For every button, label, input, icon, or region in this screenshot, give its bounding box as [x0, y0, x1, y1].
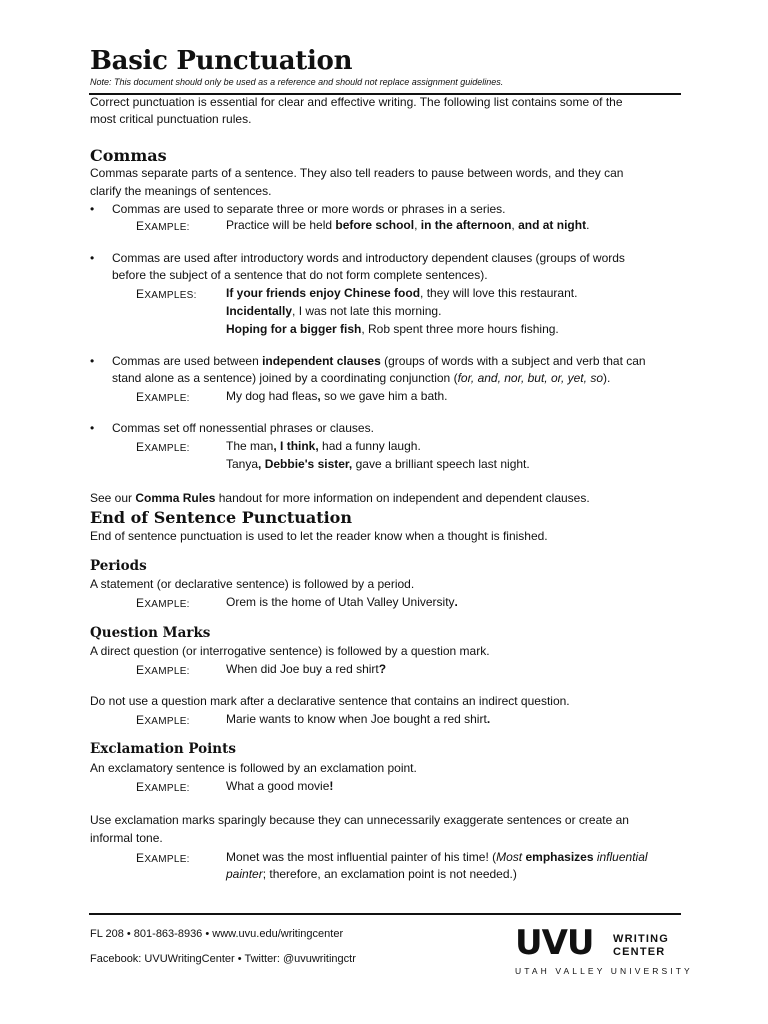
footer-divider [89, 913, 681, 915]
comma-rule-4-example-2: Tanya, Debbie's sister, gave a brilliant speech last night. [226, 457, 530, 471]
uvu-writing-center-logo [515, 923, 693, 976]
example-label: EXAMPLE: [136, 851, 190, 865]
example-label: EXAMPLE: [136, 390, 190, 404]
example-label: EXAMPLE: [136, 663, 190, 677]
bullet-icon: • [90, 421, 95, 435]
exclamation-example-2-line-2: painter; therefore, an exclamation point is not needed.) [226, 867, 517, 881]
utah-valley-university-wordmark: UTAH VALLEY UNIVERSITY [515, 966, 693, 976]
comma-rule-2-line-1: Commas are used after introductory words and introductory dependent clauses (groups of words [112, 251, 625, 265]
reference-note: Note: This document should only be used as a reference and should not replace assignment guidelines. [90, 77, 504, 87]
example-label: EXAMPLE: [136, 219, 190, 233]
page-title: Basic Punctuation [90, 46, 353, 76]
periods-heading: Periods [90, 558, 147, 574]
examples-label: EXAMPLES: [136, 287, 197, 301]
exclamation-desc-2-line-2: informal tone. [90, 831, 163, 845]
intro-line-2: most critical punctuation rules. [90, 112, 252, 126]
comma-rule-2-line-2: before the subject of a sentence that do not form complete sentences). [112, 268, 488, 282]
comma-rule-1-text: Commas are used to separate three or more words or phrases in a series. [112, 202, 506, 216]
example-label: EXAMPLE: [136, 713, 190, 727]
question-marks-example-2: Marie wants to know when Joe bought a red shirt. [226, 712, 491, 726]
footer-contact: FL 208 • 801-863-8936 • www.uvu.edu/writingcenter [90, 928, 344, 940]
comma-rule-3-line-1: Commas are used between independent clauses (groups of words with a subject and verb that can [112, 354, 646, 368]
intro-line-1: Correct punctuation is essential for clear and effective writing. The following list contains some of the [90, 95, 623, 109]
footer-social: Facebook: UVUWritingCenter • Twitter: @uvuwritingctr [90, 953, 356, 965]
comma-rule-3-line-2: stand alone as a sentence) joined by a coordinating conjunction (for, and, nor, but, or, yet, so). [112, 371, 611, 385]
exclamation-heading: Exclamation Points [90, 741, 236, 757]
periods-desc: A statement (or declarative sentence) is followed by a period. [90, 577, 415, 591]
question-marks-desc-2: Do not use a question mark after a declarative sentence that contains an indirect question. [90, 694, 570, 708]
bullet-icon: • [90, 251, 95, 265]
comma-rule-2-example-3: Hoping for a bigger fish, Rob spent three more hours fishing. [226, 322, 559, 336]
comma-rule-2-example-1: If your friends enjoy Chinese food, they will love this restaurant. [226, 286, 578, 300]
comma-rule-1-example: Practice will be held before school, in the afternoon, and at night. [226, 218, 590, 232]
example-label: EXAMPLE: [136, 780, 190, 794]
end-punctuation-desc: End of sentence punctuation is used to let the reader know when a thought is finished. [90, 529, 548, 543]
commas-desc-2: clarify the meanings of sentences. [90, 184, 272, 198]
example-label: EXAMPLE: [136, 440, 190, 454]
comma-rule-3-example: My dog had fleas, so we gave him a bath. [226, 389, 448, 403]
writing-center-wordmark: WRITING CENTER [613, 933, 670, 958]
comma-rule-4-example-1: The man, I think, had a funny laugh. [226, 439, 421, 453]
comma-rule-4-text: Commas set off nonessential phrases or clauses. [112, 421, 374, 435]
comma-rule-2-example-2: Incidentally, I was not late this morning. [226, 304, 442, 318]
example-label: EXAMPLE: [136, 596, 190, 610]
question-marks-heading: Question Marks [90, 625, 211, 641]
periods-example: Orem is the home of Utah Valley University. [226, 595, 458, 609]
commas-heading: Commas [90, 146, 167, 165]
question-marks-desc: A direct question (or interrogative sentence) is followed by a question mark. [90, 644, 490, 658]
exclamation-desc-2-line-1: Use exclamation marks sparingly because they can unnecessarily exaggerate sentences or create an [90, 813, 629, 827]
exclamation-example-2-line-1: Monet was the most influential painter of his time! (Most emphasizes influential [226, 850, 648, 864]
bullet-icon: • [90, 354, 95, 368]
commas-desc-1: Commas separate parts of a sentence. They also tell readers to pause between words, and they can [90, 166, 624, 180]
uvu-logo-mark: UVU [515, 923, 594, 963]
comma-rules-reference: See our Comma Rules handout for more information on independent and dependent clauses. [90, 491, 590, 505]
exclamation-example-1: What a good movie! [226, 779, 334, 793]
question-marks-example-1: When did Joe buy a red shirt? [226, 662, 387, 676]
bullet-icon: • [90, 202, 95, 216]
exclamation-desc: An exclamatory sentence is followed by an exclamation point. [90, 761, 417, 775]
end-punctuation-heading: End of Sentence Punctuation [90, 508, 352, 527]
